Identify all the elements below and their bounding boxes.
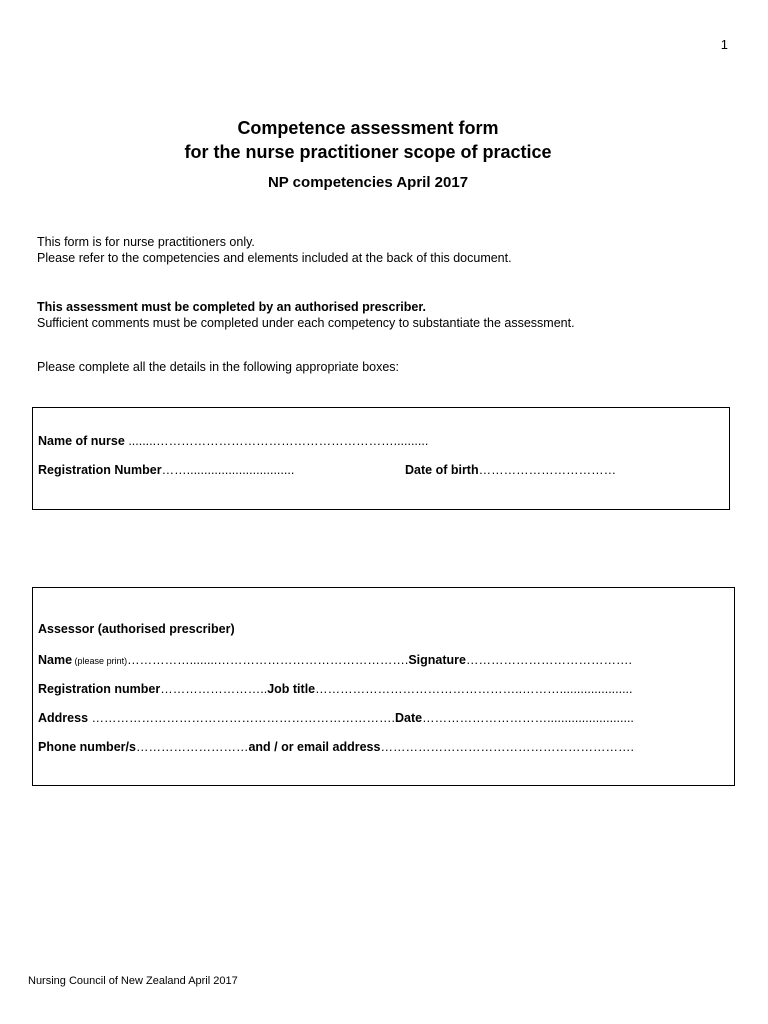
assessor-registration-row (38, 682, 633, 696)
form-subtitle: NP competencies April 2017 (267, 174, 469, 191)
assessor-job-title-label: Job title (267, 682, 316, 696)
assessor-registration-label: Registration number (38, 682, 161, 696)
assessor-date-label: Date (394, 711, 423, 725)
assessor-phone-label: Phone number/s (38, 740, 136, 754)
nurse-name-row (38, 434, 428, 448)
intro-bold-line: This assessment must be completed by an authorised prescriber. (37, 300, 427, 314)
page-number: 1 (720, 37, 728, 52)
nurse-registration-label: Registration Number (38, 463, 162, 477)
nurse-name-field[interactable]: ........………………………………………………….......... (124, 434, 429, 448)
assessor-name-label: Name (38, 653, 73, 667)
nurse-name-label: Name of nurse (38, 434, 125, 448)
page-footer: Nursing Council of New Zealand April 2017 (28, 975, 238, 987)
assessor-contact-row (38, 740, 634, 754)
assessor-email-label: and / or email address (248, 740, 381, 754)
assessor-job-title-field[interactable]: …………………………………………..………..................... (315, 682, 633, 696)
intro-line-1: This form is for nurse practitioners only. (37, 235, 255, 249)
assessor-address-field[interactable]: ………………………………………………………………. (88, 711, 395, 725)
intro-line-2: Please refer to the competencies and elements included at the back of this document. (37, 251, 512, 265)
intro-line-4: Please complete all the details in the following appropriate boxes: (37, 360, 400, 374)
assessor-email-field[interactable]: ……………………………………………………. (380, 740, 634, 754)
assessor-signature-field[interactable]: …………………………………. (466, 653, 632, 667)
nurse-dob-field[interactable]: …………………………… (478, 463, 617, 477)
nurse-dob-label: Date of birth (405, 463, 479, 477)
assessor-heading: Assessor (authorised prescriber) (38, 622, 235, 636)
form-title-line2: for the nurse practitioner scope of practice (184, 142, 552, 162)
assessor-address-row (38, 711, 634, 725)
nurse-details-box (32, 407, 730, 510)
assessor-address-label: Address (38, 711, 89, 725)
nurse-registration-row (38, 463, 294, 477)
form-title-line1: Competence assessment form (237, 118, 499, 138)
assessor-name-row (38, 653, 632, 667)
assessor-signature-label: Signature (408, 653, 466, 667)
intro-line-3: Sufficient comments must be completed under each competency to substantiate the assessment. (37, 316, 575, 330)
assessor-box (32, 587, 735, 786)
assessor-registration-field[interactable]: …………………….. (160, 682, 268, 696)
assessor-date-field[interactable]: …………………………......................... (422, 711, 634, 725)
nurse-dob-row (405, 463, 616, 477)
nurse-registration-field[interactable]: ……............................... (161, 463, 295, 477)
assessor-name-hint: (please print) (72, 656, 128, 666)
assessor-phone-field[interactable]: ……………………… (135, 740, 249, 754)
assessor-name-field[interactable]: ……………........………………………………………. (127, 653, 409, 667)
